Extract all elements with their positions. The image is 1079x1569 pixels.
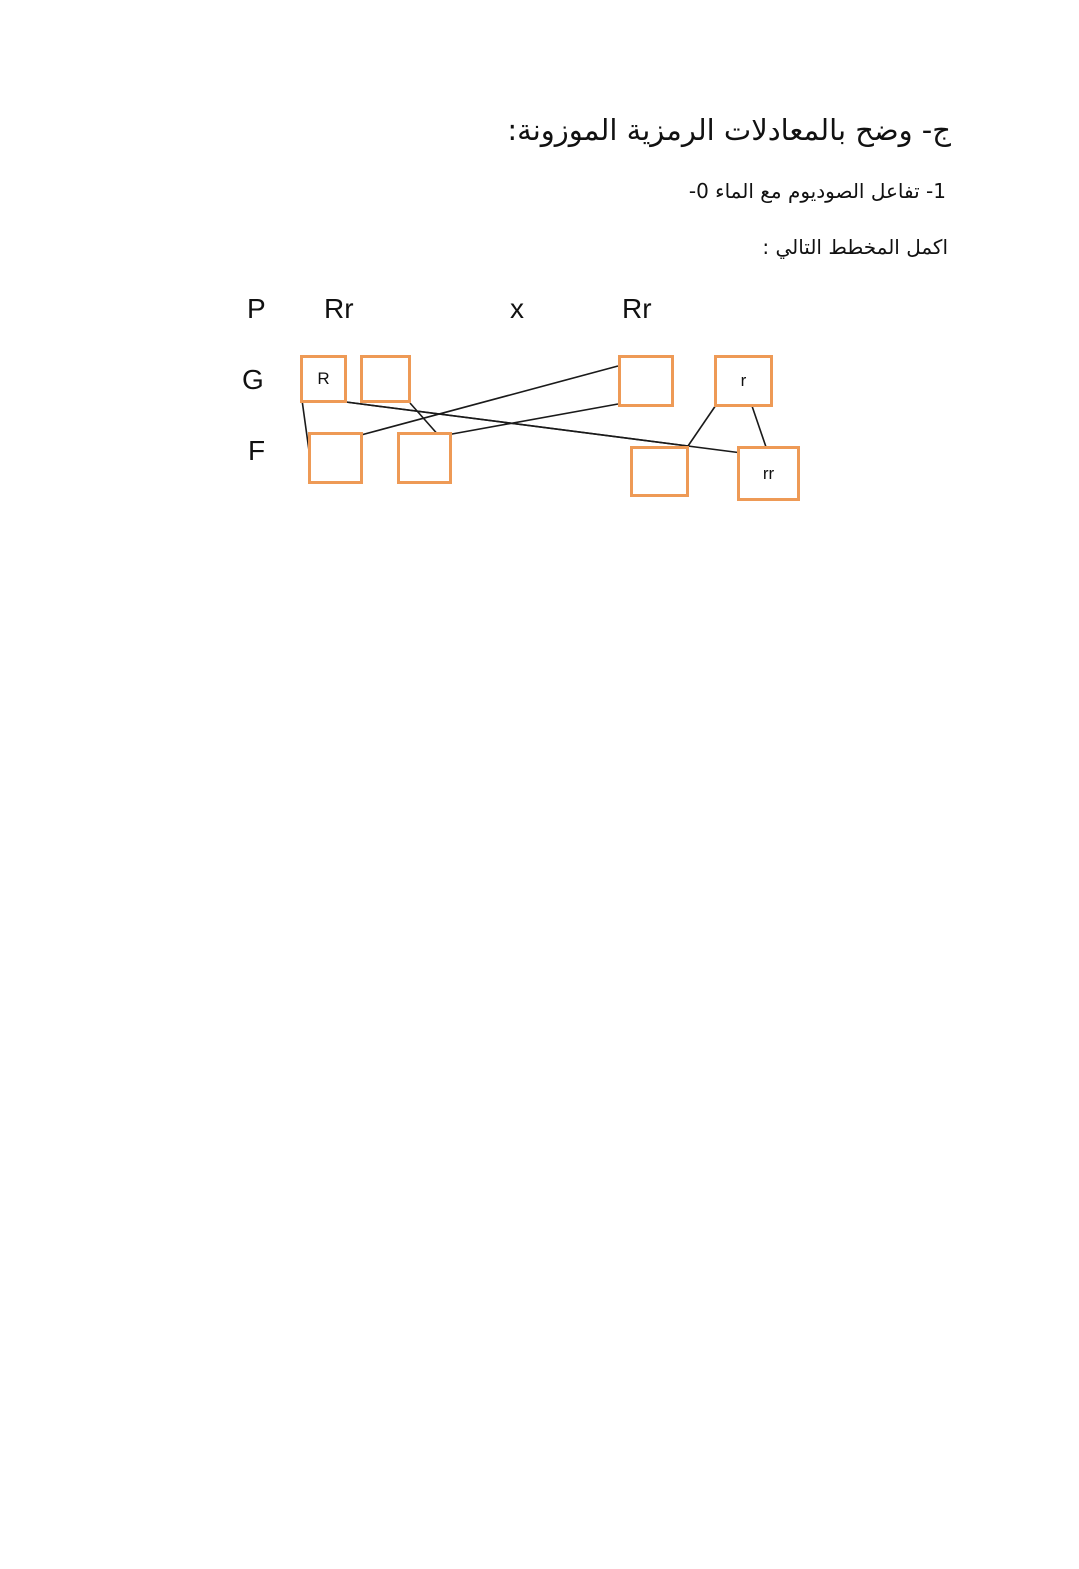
gamete-box[interactable]: R — [300, 355, 347, 403]
offspring-box[interactable]: rr — [737, 446, 800, 501]
gamete-box[interactable] — [618, 355, 674, 407]
parent-right-genotype: Rr — [622, 293, 652, 324]
connector-line — [752, 406, 766, 447]
question-heading: ج- وضح بالمعادلات الرمزية الموزونة: — [507, 113, 951, 147]
row-label-parents: P — [247, 293, 266, 324]
offspring-box[interactable] — [630, 446, 689, 497]
row-label-offspring: F — [248, 435, 266, 466]
gamete-box[interactable] — [360, 355, 411, 403]
gamete-box[interactable]: r — [714, 355, 773, 407]
connector-line — [688, 405, 716, 446]
offspring-box[interactable] — [308, 432, 363, 484]
offspring-box[interactable] — [397, 432, 452, 484]
parent-left-genotype: Rr — [324, 293, 354, 324]
question-item-1: 1- تفاعل الصوديوم مع الماء 0- — [688, 179, 946, 203]
question-instruction: اكمل المخطط التالي : — [762, 235, 948, 259]
cross-sign: x — [510, 293, 524, 324]
row-label-gametes: G — [242, 364, 264, 395]
connector-line — [441, 404, 618, 436]
